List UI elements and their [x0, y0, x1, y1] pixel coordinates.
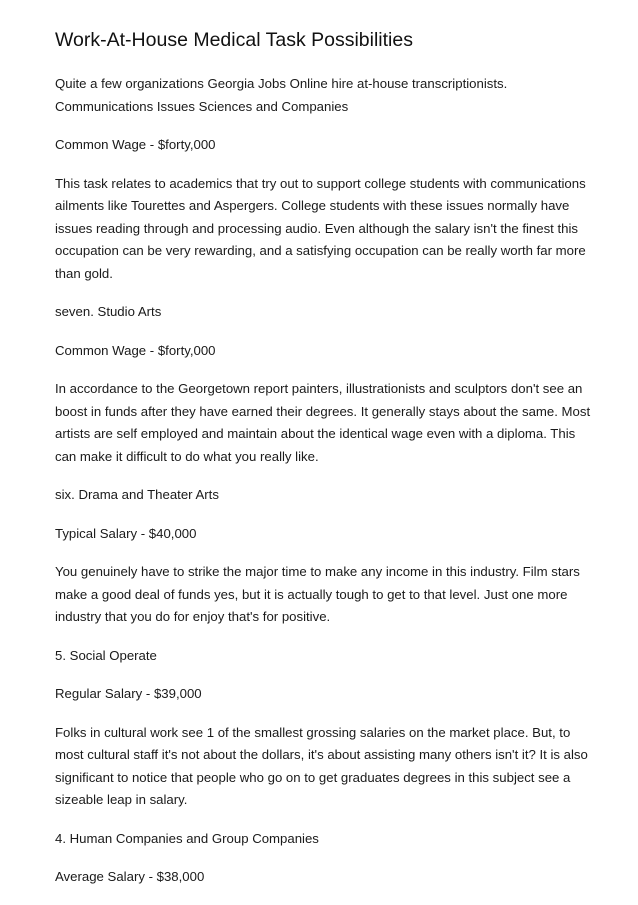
paragraph-salary-social: Regular Salary - $39,000	[55, 686, 202, 701]
page-title: Work-At-House Medical Task Possibilities	[55, 29, 413, 51]
paragraph-salary-human: Average Salary - $38,000	[55, 869, 205, 884]
paragraph-intro: Quite a few organizations Georgia Jobs Online hire at-house transcriptionists. Communications Issues Sciences and Companies	[55, 76, 508, 114]
paragraph-drama-description: You genuinely have to strike the major time to make any income in this industry. Film stars make a good deal of funds yes, but it is actually tough to get to that level. Just one more industry that you do for enjoy that's for positive.	[55, 564, 580, 624]
paragraph-social-description: Folks in cultural work see 1 of the smallest grossing salaries on the market place. But, to most cultural staff it's not about the dollars, it's about assisting many others isn't it? It is also significant to notice that people who go on to get graduates degrees in this subject see a sizeable leap in salary.	[55, 724, 588, 807]
paragraph-wage-communications: Common Wage - $forty,000	[55, 137, 216, 152]
paragraph-studio-arts-description: In accordance to the Georgetown report painters, illustrationists and sculptors don't see an boost in funds after they have earned their degrees. It generally stays about the same. Most artists are self employed and maintain about the identical wage even with a diploma. This can make it difficult to do what you really like.	[55, 381, 591, 464]
document-body	[55, 27, 595, 905]
heading-human-companies: 4. Human Companies and Group Companies	[55, 830, 319, 846]
heading-social-operate: 5. Social Operate	[55, 647, 157, 663]
paragraph-wage-studio-arts: Common Wage - $forty,000	[55, 342, 216, 358]
heading-drama-theater: six. Drama and Theater Arts	[55, 487, 219, 502]
paragraph-communications-description: This task relates to academics that try out to support college students with communications ailments like Tourettes and Aspergers. College students with these issues normally have issues reading through and processing audio. Even although the salary isn't the finest this occupation can be very rewarding, and a satisfying occupation can be really worth far more than gold.	[55, 175, 586, 281]
paragraph-salary-drama: Typical Salary - $40,000	[55, 525, 197, 541]
heading-studio-arts: seven. Studio Arts	[55, 304, 162, 319]
